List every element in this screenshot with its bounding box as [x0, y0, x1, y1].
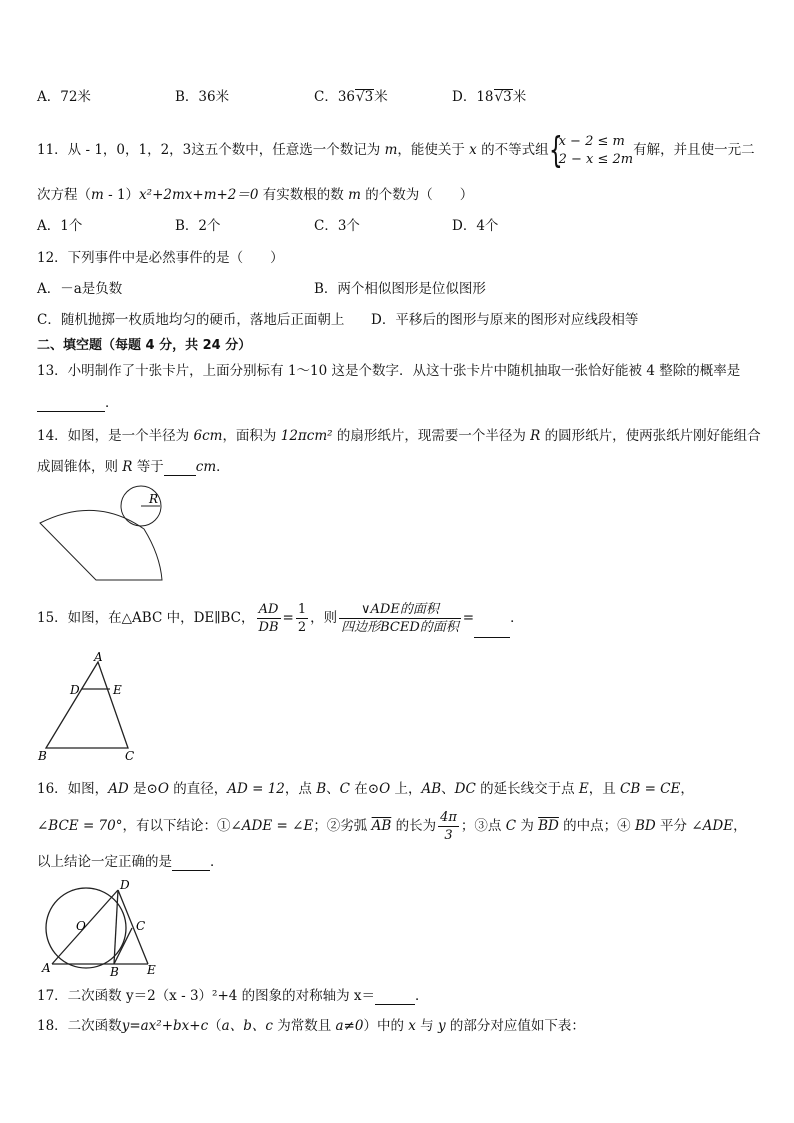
q11-option-b: B．2个 [175, 218, 221, 234]
q12-option-c: C．随机抛掷一枚质地均匀的硬币，落地后正面朝上 [37, 312, 345, 328]
chord-bc [114, 928, 132, 964]
q10-option-c: C．36√3米 [314, 89, 388, 105]
q18-stem: 18．二次函数y=ax²+bx+c（a、b、c 为常数且 a≠0）中的 x 与 y 的部分对应值如下表： [37, 1018, 585, 1034]
q11-option-c: C．3个 [314, 218, 360, 234]
label-B: B [110, 965, 119, 978]
q10-option-a: A．72米 [37, 89, 91, 105]
label-A: A [94, 652, 103, 664]
label-C: C [136, 919, 146, 933]
q14-stem-line2: 成圆锥体，则 R 等于 cm． [37, 459, 230, 475]
label-C: C [125, 749, 135, 763]
q14-stem-line1: 14．如图，是一个半径为 6cm，面积为 12πcm² 的扇形纸片，现需要一个半径为 R 的圆形纸片，使两张纸片刚好能组合 [37, 428, 761, 444]
q13-answer-line: ． [37, 394, 119, 412]
label-A: A [42, 961, 51, 975]
q17-stem: 17．二次函数 y＝2（x - 3）²+4 的图象的对称轴为 x＝ ． [37, 988, 429, 1004]
triangle-figure [36, 652, 146, 764]
sector-shape [40, 510, 162, 580]
q11-option-a: A．1个 [37, 218, 83, 234]
q10-option-b: B．36米 [175, 89, 230, 105]
label-B: B [38, 749, 47, 763]
label-E: E [113, 683, 122, 697]
answer-blank[interactable] [172, 856, 210, 871]
q15-stem: 15．如图，在△ABC 中，DE∥BC， $\frac{AD}{DB}$ = $\frac{1}{2}$ ，则 $\frac{\text{∨ADE的面积}}{\text{四边形BCED的面积}}$ = ． [37, 598, 524, 638]
triangle-abc [46, 662, 128, 748]
answer-blank[interactable] [474, 623, 510, 638]
q12-stem: 12．下列事件中是必然事件的是（ ） [37, 250, 284, 266]
q16-stem-line3: 以上结论一定正确的是 ． [37, 854, 224, 870]
label-O: O [76, 919, 86, 933]
sector-circle-figure [36, 485, 166, 585]
q10-option-d: D．18√3米 [452, 89, 527, 105]
q12-option-b: B．两个相似图形是位似图形 [314, 281, 486, 297]
label-R: R [149, 492, 159, 506]
q13-stem: 13．小明制作了十张卡片，上面分别标有 1～10 这是个数字．从这十张卡片中随机抽取一张恰好能被 4 整除的概率是 [37, 363, 741, 379]
answer-blank[interactable] [164, 461, 196, 476]
q12-option-d: D．平移后的图形与原来的图形对应线段相等 [371, 312, 639, 328]
label-D: D [70, 683, 80, 697]
q12-option-a: A．－a是负数 [37, 281, 123, 297]
q11-stem-line1: 11．从 - 1，0，1，2，3这五个数中，任意选一个数记为 m，能使关于 x 的不等式组 { x − 2 ≤ m 2 − x ≤ 2m 有解，并且使一元二 [37, 129, 755, 171]
section-title: 二、填空题（每题 4 分，共 24 分） [37, 338, 252, 353]
q11-option-d: D．4个 [452, 218, 499, 234]
label-E: E [147, 963, 156, 977]
q11-stem-line2: 次方程（m - 1）x²+2mx+m+2＝0 有实数根的数 m 的个数为（ ） [37, 187, 474, 203]
inequality-system: { x − 2 ≤ m 2 − x ≤ 2m [548, 129, 634, 171]
answer-blank[interactable] [37, 397, 105, 412]
q16-stem-line1: 16．如图，AD 是⊙O 的直径，AD = 12，点 B、C 在⊙O 上，AB、DC 的延长线交于点 E，且 CB = CE， [37, 781, 694, 797]
label-D: D [120, 878, 130, 892]
circle-figure [36, 878, 166, 978]
answer-blank[interactable] [375, 990, 415, 1005]
q16-stem-line2: ∠BCE = 70°，有以下结论：①∠ADE = ∠E；②劣弧 $\overline{AB}$ 的长为 $\frac{4\pi}{3}$ ；③点 C 为 $\overline{BD}$ 的中点；④ BD 平分 ∠ADE， [37, 810, 747, 843]
